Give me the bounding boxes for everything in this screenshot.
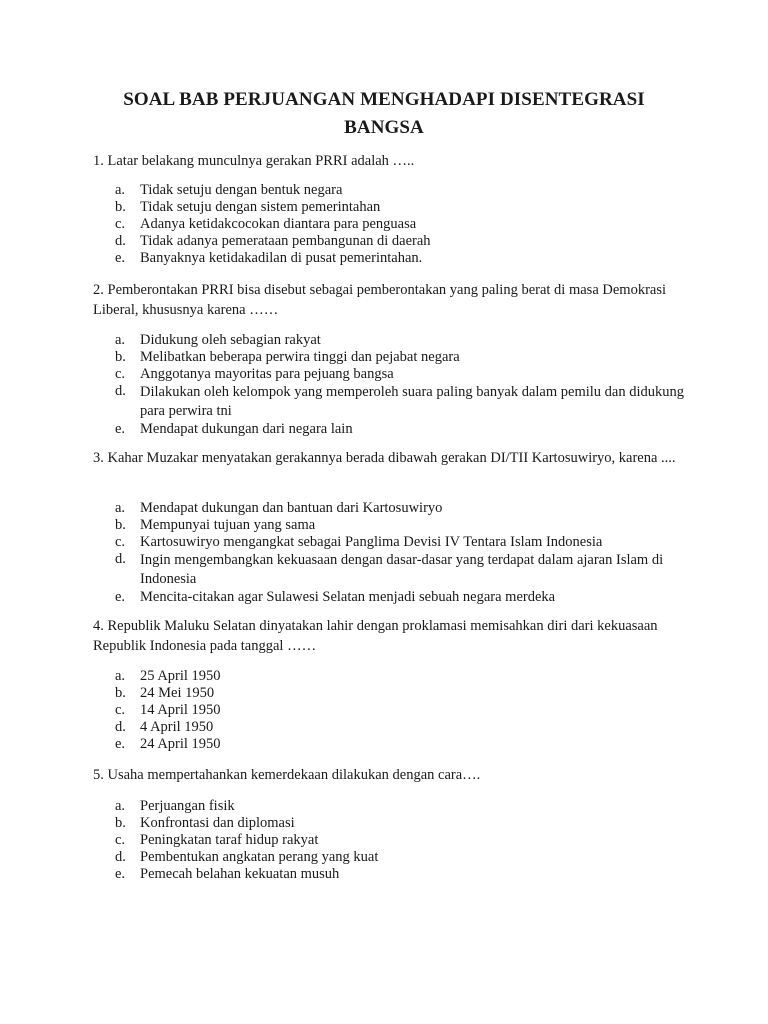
question-2 <box>93 281 683 320</box>
option-text: Peningkatan taraf hidup rakyat <box>140 832 319 848</box>
option-item <box>115 849 695 866</box>
option-item <box>115 702 695 719</box>
option-letter: c. <box>115 702 126 718</box>
option-item <box>115 182 695 199</box>
options-list-3 <box>115 500 695 606</box>
option-item <box>115 421 695 438</box>
option-item <box>115 366 695 383</box>
option-text: Mempunyai tujuan yang sama <box>140 517 316 533</box>
option-letter: a. <box>115 798 126 814</box>
option-text: Tidak adanya pemerataan pembangunan di daerah <box>140 233 431 249</box>
options-list-1 <box>115 182 695 267</box>
option-text: Perjuangan fisik <box>140 798 235 814</box>
option-letter: c. <box>115 534 126 550</box>
option-letter: e. <box>115 736 126 752</box>
option-item <box>115 216 695 233</box>
option-letter: a. <box>115 182 126 198</box>
option-text: Melibatkan beberapa perwira tinggi dan pejabat negara <box>140 349 460 365</box>
option-item <box>115 815 695 832</box>
question-1 <box>93 152 683 172</box>
option-letter: d. <box>115 719 126 735</box>
question-text: Pemberontakan PRRI bisa disebut sebagai pemberontakan yang paling berat di masa Demokrasi Liberal, khususnya karena …… <box>93 282 667 318</box>
option-text: 14 April 1950 <box>140 702 221 718</box>
option-item <box>115 589 695 606</box>
option-item <box>115 349 695 366</box>
options-list-5 <box>115 798 695 883</box>
question-number: 2. <box>93 282 104 298</box>
option-item <box>115 719 695 736</box>
option-letter: c. <box>115 366 126 382</box>
option-letter: b. <box>115 199 126 215</box>
option-text: Ingin mengembangkan kekuasaan dengan dasar-dasar yang terdapat dalam ajaran Islam di Indonesia <box>140 552 664 587</box>
option-letter: c. <box>115 216 126 232</box>
option-item <box>115 383 695 421</box>
question-3 <box>93 449 683 469</box>
options-list-2 <box>115 332 695 438</box>
option-text: Mendapat dukungan dari negara lain <box>140 421 353 437</box>
option-text: Tidak setuju dengan sistem pemerintahan <box>140 199 381 215</box>
option-text: Kartosuwiryo mengangkat sebagai Panglima Devisi IV Tentara Islam Indonesia <box>140 534 603 550</box>
title-line-2: BANGSA <box>344 117 424 138</box>
option-item <box>115 199 695 216</box>
option-letter: c. <box>115 832 126 848</box>
question-5 <box>93 766 683 786</box>
question-text: Republik Maluku Selatan dinyatakan lahir dengan proklamasi memisahkan diri dari kekuasaan Republik Indonesia pada tanggal …… <box>93 618 658 654</box>
question-number: 4. <box>93 618 104 634</box>
option-text: Konfrontasi dan diplomasi <box>140 815 295 831</box>
option-letter: d. <box>115 233 126 249</box>
option-letter: e. <box>115 250 126 266</box>
option-item <box>115 517 695 534</box>
question-4 <box>93 617 683 656</box>
option-text: Pembentukan angkatan perang yang kuat <box>140 849 379 865</box>
option-letter: a. <box>115 500 126 516</box>
option-text: 4 April 1950 <box>140 719 214 735</box>
option-item <box>115 798 695 815</box>
option-text: Banyaknya ketidakadilan di pusat pemerintahan. <box>140 250 423 266</box>
option-text: Mencita-citakan agar Sulawesi Selatan menjadi sebuah negara merdeka <box>140 589 556 605</box>
option-letter: a. <box>115 668 126 684</box>
option-text: Tidak setuju dengan bentuk negara <box>140 182 343 198</box>
question-text: Kahar Muzakar menyatakan gerakannya berada dibawah gerakan DI/TII Kartosuwiryo, karena .... <box>107 450 676 466</box>
option-text: 24 Mei 1950 <box>140 685 215 701</box>
option-text: Adanya ketidakcocokan diantara para penguasa <box>140 216 417 232</box>
option-item <box>115 668 695 685</box>
question-number: 3. <box>93 450 104 466</box>
option-item <box>115 332 695 349</box>
option-text: 24 April 1950 <box>140 736 221 752</box>
title-line-1: SOAL BAB PERJUANGAN MENGHADAPI DISENTEGRASI <box>123 89 645 110</box>
question-text: Usaha mempertahankan kemerdekaan dilakukan dengan cara…. <box>107 767 481 783</box>
option-text: Pemecah belahan kekuatan musuh <box>140 866 340 882</box>
question-number: 5. <box>93 767 104 783</box>
option-item <box>115 736 695 753</box>
option-letter: b. <box>115 815 126 831</box>
question-text: Latar belakang munculnya gerakan PRRI adalah ….. <box>107 153 415 169</box>
option-item <box>115 534 695 551</box>
option-text: Mendapat dukungan dan bantuan dari Kartosuwiryo <box>140 500 443 516</box>
option-letter: d. <box>115 849 126 865</box>
option-letter: e. <box>115 866 126 882</box>
option-item <box>115 500 695 517</box>
option-item <box>115 685 695 702</box>
option-item <box>115 233 695 250</box>
option-letter: b. <box>115 349 126 365</box>
option-letter: e. <box>115 589 126 605</box>
option-text: Didukung oleh sebagian rakyat <box>140 332 321 348</box>
option-text: Dilakukan oleh kelompok yang memperoleh suara paling banyak dalam pemilu dan didukung para perwira tni <box>140 384 685 419</box>
document-title <box>60 86 708 142</box>
option-text: Anggotanya mayoritas para pejuang bangsa <box>140 366 394 382</box>
option-letter: d. <box>115 551 126 567</box>
option-item <box>115 832 695 849</box>
option-letter: b. <box>115 517 126 533</box>
option-text: 25 April 1950 <box>140 668 221 684</box>
option-letter: b. <box>115 685 126 701</box>
question-number: 1. <box>93 153 104 169</box>
option-letter: d. <box>115 383 126 399</box>
options-list-4 <box>115 668 695 753</box>
option-letter: a. <box>115 332 126 348</box>
option-item <box>115 551 695 589</box>
option-letter: e. <box>115 421 126 437</box>
option-item <box>115 866 695 883</box>
option-item <box>115 250 695 267</box>
